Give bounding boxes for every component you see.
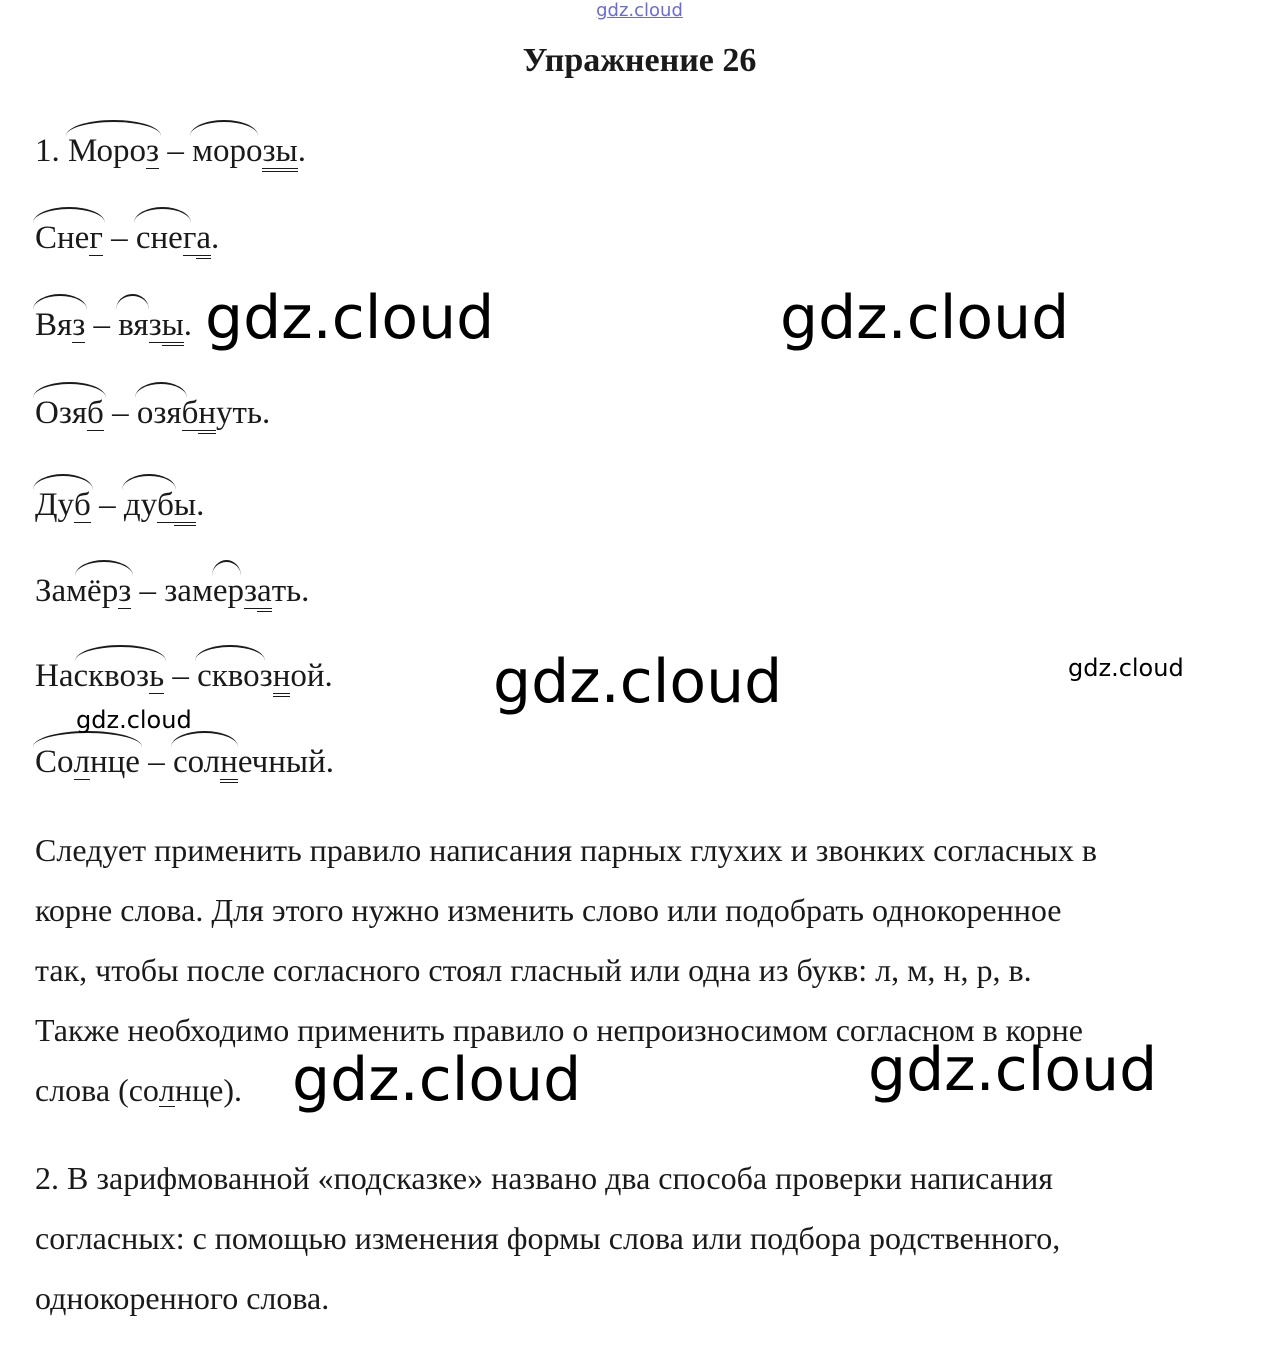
item-number: 1. — [35, 133, 68, 169]
word-a: Озяб — [35, 395, 104, 432]
word-b: замерзать — [164, 573, 301, 612]
watermark: gdz.cloud — [1068, 654, 1184, 682]
watermark: gdz.cloud — [292, 1045, 582, 1115]
paragraph-line: корне слова. Для этого нужно изменить слово или подобрать однокоренное — [35, 892, 1062, 928]
word-pair-row: Насквозь – сквозной. — [35, 658, 333, 697]
paragraph-line: Также необходимо применить правило о непроизносимом согласном в корне — [35, 1012, 1083, 1048]
paragraph-line: согласных: с помощью изменения формы слова или подбора родственного, — [35, 1220, 1061, 1256]
word-b: сквозной — [197, 658, 324, 697]
word-b: солнечный — [173, 744, 326, 783]
word-a: Дуб — [35, 487, 91, 524]
word-b: дубы — [124, 487, 196, 526]
word-a: Насквозь — [35, 658, 164, 695]
paragraph-line: однокоренного слова. — [35, 1280, 330, 1316]
answer-2 — [35, 1148, 1235, 1328]
word-pair-row: Вяз – вязы. — [35, 307, 192, 346]
word-b: озябнуть — [137, 395, 262, 434]
word-b: вязы — [118, 307, 184, 346]
paragraph-line: так, чтобы после согласного стоял гласный или одна из букв: л, м, н, р, в. — [35, 952, 1032, 988]
word-a: Солнце — [35, 744, 140, 781]
watermark: gdz.cloud — [493, 647, 783, 717]
word-pair-row: Снег – снега. — [35, 220, 219, 259]
word-a: Вяз — [35, 307, 85, 344]
word-pair-row: 1. Мороз – морозы. — [35, 133, 306, 172]
word-a: Мороз — [68, 133, 159, 170]
watermark: gdz.cloud — [780, 283, 1070, 353]
paragraph-line: 2. В зарифмованной «подсказке» названо два способа проверки написания — [35, 1160, 1053, 1196]
paragraph-line: слова (солнце). — [35, 1072, 242, 1108]
paragraph-line: Следует применить правило написания парных глухих и звонких согласных в — [35, 832, 1097, 868]
watermark: gdz.cloud — [205, 283, 495, 353]
word-b: морозы — [192, 133, 298, 172]
watermark-top: gdz.cloud — [596, 0, 683, 21]
word-a: Снег — [35, 220, 103, 257]
word-b: снега — [136, 220, 211, 259]
word-pair-row: Дуб – дубы. — [35, 487, 204, 526]
word-pair-row: Озяб – озябнуть. — [35, 395, 270, 434]
page-title: Упражнение 26 — [522, 42, 757, 79]
word-a: Замёрз — [35, 573, 131, 610]
word-pair-row: Замёрз – замерзать. — [35, 573, 309, 612]
word-pair-row: Солнце – солнечный. — [35, 744, 334, 783]
watermark: gdz.cloud — [76, 706, 192, 734]
watermark: gdz.cloud — [868, 1035, 1158, 1105]
